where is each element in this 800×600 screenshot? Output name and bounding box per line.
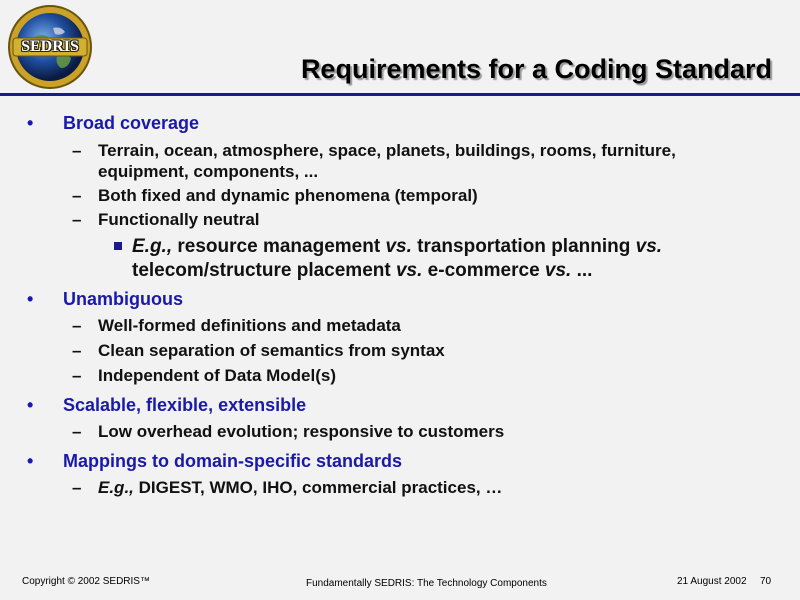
bullet-dot: •: [27, 113, 34, 133]
bullet-dot: •: [27, 289, 34, 309]
slide-title: Requirements for a Coding Standard: [300, 54, 772, 84]
sub-item-text: E.g., DIGEST, WMO, IHO, commercial practices, …: [98, 478, 503, 497]
footer-title: Fundamentally SEDRIS: The Technology Components: [306, 578, 547, 589]
title-underline: [0, 93, 800, 96]
sub-item-text: Low overhead evolution; responsive to customers: [98, 422, 505, 441]
bullet-dot: •: [27, 395, 34, 415]
sub-item-text: Terrain, ocean, atmosphere, space, planets, buildings, rooms, furniture, equipment, components, ...: [98, 141, 676, 181]
footer-copyright: Copyright © 2002 SEDRIS™: [22, 576, 150, 587]
bullet-label: Scalable, flexible, extensible: [63, 395, 307, 415]
title-bar: [0, 50, 800, 95]
bullet-label: Unambiguous: [63, 289, 183, 309]
sub-item-text: Functionally neutral: [98, 210, 260, 229]
footer-date: 21 August 2002: [677, 576, 747, 587]
sub-item-text: Clean separation of semantics from syntax: [98, 341, 445, 360]
bullet-label: Mappings to domain-specific standards: [63, 451, 403, 471]
sub-sub-item-text: E.g., resource management vs. transportation planning vs. telecom/structure placement vs. e-commerce vs. ...: [132, 236, 663, 281]
square-bullet: [114, 242, 122, 250]
logo-text: SEDRIS: [21, 38, 79, 55]
bullet-dot: •: [27, 451, 34, 471]
sub-item-text: Independent of Data Model(s): [98, 366, 336, 385]
sub-item-text: Both fixed and dynamic phenomena (temporal): [98, 186, 478, 205]
bullet-label: Broad coverage: [63, 113, 200, 133]
sub-item-text: Well-formed definitions and metadata: [98, 316, 401, 335]
footer-page-number: 70: [760, 576, 772, 587]
